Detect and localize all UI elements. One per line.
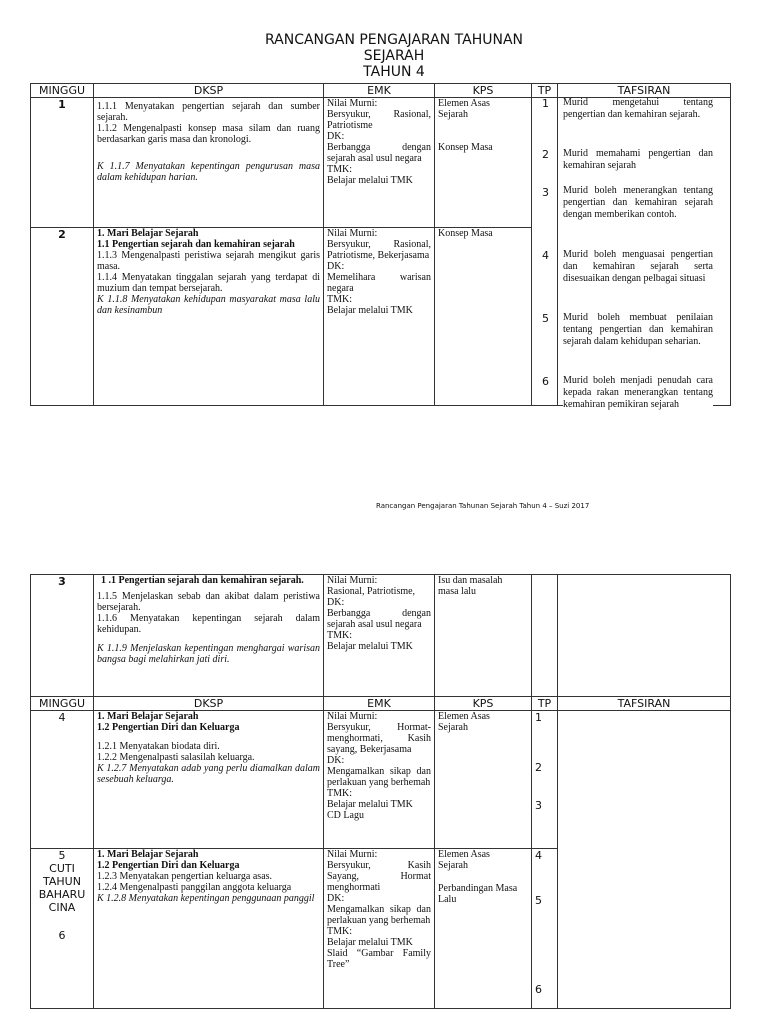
tp-level: 1 (542, 97, 549, 110)
tafsiran-cell (558, 575, 731, 697)
week-number: 1 (31, 98, 94, 228)
document-year: TAHUN 4 (363, 64, 425, 80)
emk-text: Bersyukur, Kasih Sayang, Hormat menghormati (327, 860, 431, 893)
standard-text: 1.1.5 Menjelaskan sebab dan akibat dalam peristiwa bersejarah. (97, 591, 320, 613)
holiday-label: CINA (48, 901, 76, 914)
tafsiran-text: Murid boleh menerangkan tentang pengertian dan kemahiran sejarah dengan memberikan contoh. (563, 185, 713, 220)
emk-text: TMK: (327, 630, 352, 641)
kps-text: Isu dan masalah masa lalu (438, 575, 503, 597)
dksp-cell (94, 575, 324, 697)
tp-level: 2 (535, 761, 542, 774)
emk-text: Slaid “Gambar Family Tree” (327, 948, 431, 970)
emk-text: Nilai Murni: (327, 575, 378, 586)
emk-text: Belajar melalui TMK (327, 641, 413, 652)
table-header-row (31, 697, 731, 711)
header-emk: EMK (324, 697, 435, 711)
dksp-cell (94, 711, 324, 849)
document-title: RANCANGAN PENGAJARAN TAHUNAN (264, 32, 524, 48)
holiday-label: BAHARU (38, 888, 86, 901)
tp-level: 5 (542, 312, 549, 325)
week-number: 4 (31, 711, 94, 849)
week-number-text: 6 (58, 929, 66, 942)
emk-text: Belajar melalui TMK (327, 937, 413, 948)
tp-level: 6 (535, 983, 542, 996)
emk-text: CD Lagu (327, 810, 364, 821)
kps-text: Elemen Asas Sejarah (438, 849, 490, 871)
dksp-cell (94, 228, 324, 406)
tp-level: 5 (535, 894, 542, 907)
topic-title: 1.2 Pengertian Diri dan Keluarga (97, 860, 240, 871)
standard-text: 1.1.2 Mengenalpasti konsep masa silam dan ruang berdasarkan garis masa dan kronologi. (97, 123, 320, 145)
header-tp: TP (532, 84, 558, 98)
emk-text: Bersyukur, Hormat-menghormati, Kasih sayang, Bekerjasama (327, 722, 431, 755)
topic-title: 1.2 Pengertian Diri dan Keluarga (97, 722, 240, 733)
emk-text: DK: (327, 893, 345, 904)
kps-cell (435, 849, 532, 1009)
tp-level: 2 (542, 148, 549, 161)
kps-cell (435, 711, 532, 849)
tafsiran-cell (558, 711, 731, 1009)
unit-title: 1. Mari Belajar Sejarah (97, 711, 199, 722)
dksp-cell (94, 849, 324, 1009)
standard-text: 1.2.1 Menyatakan biodata diri. (97, 741, 220, 752)
emk-text: Nilai Murni: (327, 98, 378, 109)
standard-text: 1.1.4 Menyatakan tinggalan sejarah yang terdapat di muzium dan tempat bersejarah. (97, 272, 320, 294)
dksp-cell (94, 98, 324, 228)
emk-text: TMK: (327, 788, 352, 799)
tp-level: 3 (535, 799, 542, 812)
emk-text: Bersyukur, Rasional, Patriotisme, Bekerjasama (327, 239, 431, 261)
emk-text: Nilai Murni: (327, 711, 378, 722)
emk-text: Memelihara warisan negara (327, 272, 431, 294)
emk-text: Berbangga dengan sejarah asal usul negara (327, 142, 431, 164)
emk-text: Rasional, Patriotisme, (327, 586, 416, 597)
emk-text: Mengamalkan sikap dan perlakuan yang berhemah (327, 766, 431, 788)
table-row (31, 711, 731, 849)
header-emk: EMK (324, 84, 435, 98)
header-kps: KPS (435, 84, 532, 98)
emk-cell (324, 575, 435, 697)
standard-text: K 1.1.8 Menyatakan kehidupan masyarakat masa lalu dan kesinambun (97, 294, 320, 316)
tp-level: 4 (535, 849, 542, 862)
tafsiran-text: Murid mengetahui tentang pengertian dan kemahiran sejarah. (563, 97, 713, 120)
header-tp: TP (532, 697, 558, 711)
table-header-row (31, 84, 731, 98)
week-number: 3 (31, 575, 94, 697)
table-row (31, 575, 731, 697)
emk-text: Belajar melalui TMK (327, 175, 413, 186)
emk-cell (324, 228, 435, 406)
emk-text: Mengamalkan sikap dan perlakuan yang berhemah (327, 904, 431, 926)
tp-level: 6 (542, 375, 549, 388)
emk-cell (324, 849, 435, 1009)
kps-text: Elemen Asas Sejarah (438, 98, 490, 120)
standard-text: 1.2.3 Menyatakan pengertian keluarga asas. (97, 871, 273, 882)
emk-text: TMK: (327, 164, 352, 175)
tp-cell (532, 711, 558, 849)
kps-cell (435, 98, 532, 228)
lesson-plan-table-1 (30, 83, 731, 406)
header-tafsiran: TAFSIRAN (558, 84, 731, 98)
emk-text: Nilai Murni: (327, 228, 378, 239)
unit-title: 1. Mari Belajar Sejarah (97, 228, 199, 239)
emk-cell (324, 98, 435, 228)
tp-level: 1 (535, 711, 542, 724)
standard-text: K 1.2.7 Menyatakan adab yang perlu diamalkan dalam sesebuah keluarga. (97, 763, 320, 785)
header-tafsiran: TAFSIRAN (558, 697, 731, 711)
emk-text: DK: (327, 597, 345, 608)
topic-title: 1 .1 Pengertian sejarah dan kemahiran sejarah. (101, 575, 304, 586)
kps-text: Perbandingan Masa Lalu (438, 883, 518, 905)
holiday-label: TAHUN (43, 875, 81, 888)
emk-text: TMK: (327, 294, 352, 305)
header-dksp: DKSP (94, 697, 324, 711)
lesson-plan-table-2 (30, 574, 731, 1009)
header-kps: KPS (435, 697, 532, 711)
emk-text: Nilai Murni: (327, 849, 378, 860)
emk-text: DK: (327, 131, 345, 142)
tp-level: 4 (542, 249, 549, 262)
emk-text: Bersyukur, Rasional, Patriotisme (327, 109, 431, 131)
tp-cell (532, 849, 558, 1009)
unit-title: 1. Mari Belajar Sejarah (97, 849, 199, 860)
standard-text: K 1.2.8 Menyatakan kepentingan penggunaan panggil (97, 893, 315, 904)
standard-text: 1.1.6 Menyatakan kepentingan sejarah dalam kehidupan. (97, 613, 320, 635)
emk-text: Belajar melalui TMK (327, 305, 413, 316)
standard-text: 1.1.1 Menyatakan pengertian sejarah dan sumber sejarah. (97, 101, 320, 123)
emk-text: Belajar melalui TMK (327, 799, 413, 810)
tafsiran-text: Murid boleh membuat penilaian tentang pengertian dan kemahiran sejarah dalam kehidupan seharian. (563, 312, 713, 347)
tafsiran-text: Murid boleh menjadi penudah cara kepada rakan menerangkan tentang kemahiran pemikiran sejarah (563, 375, 713, 410)
header-dksp: DKSP (94, 84, 324, 98)
holiday-label: CUTI (49, 862, 75, 875)
kps-text: Konsep Masa (438, 228, 493, 239)
kps-cell (435, 575, 532, 697)
tafsiran-text: Murid boleh menguasai pengertian dan kemahiran sejarah serta disesuaikan dengan pelbagai situasi (563, 249, 713, 284)
standard-text: 1.1.3 Mengenalpasti peristiwa sejarah mengikut garis masa. (97, 250, 320, 272)
standard-text: K 1.1.9 Menjelaskan kepentingan menghargai warisan bangsa bagi melahirkan jati diri. (97, 643, 320, 665)
emk-text: Berbangga dengan sejarah asal usul negara (327, 608, 431, 630)
week-number-text: 5 (58, 849, 66, 862)
header-minggu: MINGGU (31, 697, 94, 711)
tp-level: 3 (542, 186, 549, 199)
tp-cell (532, 575, 558, 697)
kps-text: Konsep Masa (438, 142, 493, 153)
tafsiran-text: Murid memahami pengertian dan kemahiran sejarah (563, 148, 713, 171)
document-subject: SEJARAH (363, 48, 425, 64)
kps-cell (435, 228, 532, 406)
kps-text: Elemen Asas Sejarah (438, 711, 490, 733)
standard-text: 1.2.4 Mengenalpasti panggilan anggota keluarga (97, 882, 292, 893)
topic-title: 1.1 Pengertian sejarah dan kemahiran sejarah (97, 239, 295, 250)
header-minggu: MINGGU (31, 84, 94, 98)
standard-text: 1.2.2 Mengenalpasti salasilah keluarga. (97, 752, 255, 763)
week-number: 2 (31, 228, 94, 406)
emk-text: DK: (327, 261, 345, 272)
emk-text: TMK: (327, 926, 352, 937)
week-number (31, 849, 94, 1009)
emk-text: DK: (327, 755, 345, 766)
standard-text: K 1.1.7 Menyatakan kepentingan pengurusan masa dalam kehidupan harian. (97, 161, 320, 183)
page-footer: Rancangan Pengajaran Tahunan Sejarah Tahun 4 – Suzi 2017 (376, 502, 590, 510)
emk-cell (324, 711, 435, 849)
